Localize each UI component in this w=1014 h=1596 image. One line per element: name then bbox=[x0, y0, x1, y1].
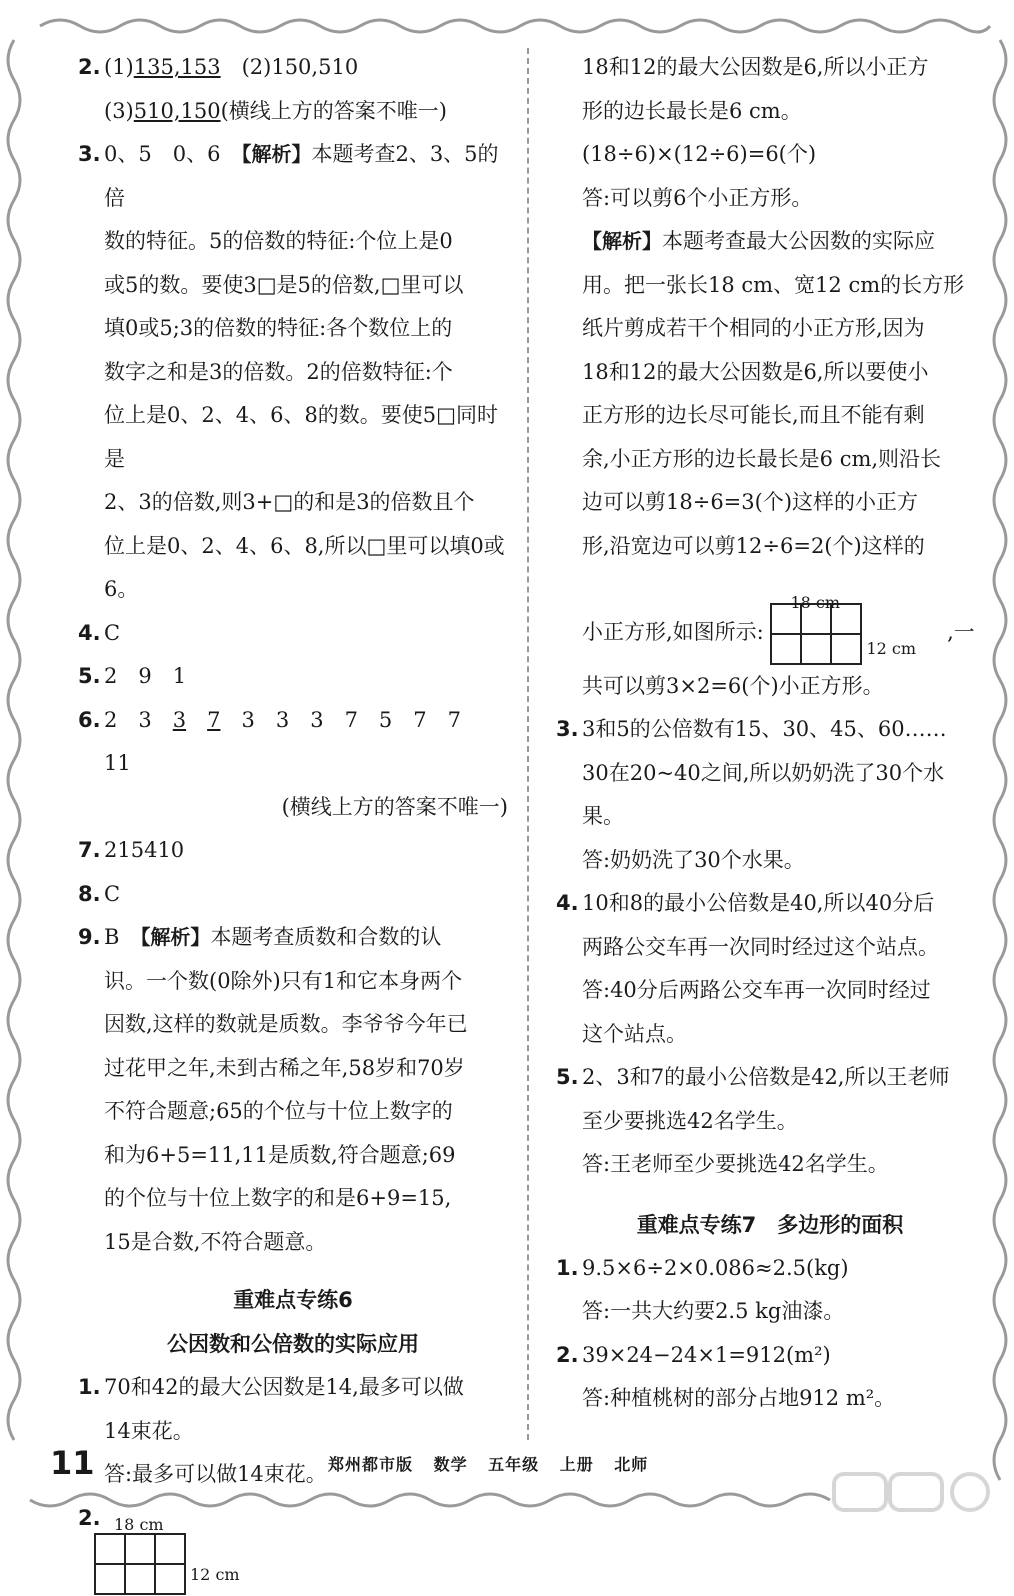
section-6-subtitle: 公因数和公倍数的实际应用 bbox=[167, 1332, 419, 1356]
s6-answer-1: 1. 70和42的最大公因数是14,最多可以做 14束花。 答:最多可以做14束花。 bbox=[78, 1375, 464, 1486]
s6-answer-4: 4. 10和8的最小公倍数是40,所以40分后 两路公交车再一次同时经过这个站点。 答:40分后两路公交车再一次同时经过 这个站点。 bbox=[556, 891, 939, 1046]
analysis-tag: 【解析】 bbox=[241, 142, 312, 166]
left-column bbox=[78, 46, 508, 1587]
column-divider bbox=[527, 48, 529, 1440]
answer-9: 9. B 【解析】本题考查质数和合数的认 识。一个数(0除外)只有1和它本身两个 因数,这样的数就是质数。李爷爷今年已 过花甲之年,未到古稀之年,58岁和70岁 不符合题意;65的个位与十位上数字的 和为6+5=11,11是质数,符合题意;69 的个位与十位上数字的和是6+9=15, 15是合数,不符合题意。 bbox=[78, 925, 468, 1254]
s6-answer-2-continued: 18和12的最大公因数是6,所以小正方 形的边长最长是6 cm。 (18÷6)×(12÷6)=6(个) 答:可以剪6个小正方形。 【解析】本题考查最大公因数的实际应 用。把一张长18 cm、宽12 cm的长方形 纸片剪成若干个相同的小正方形,因为 18和12的最大公因数是6,所以要使小 正方形的边长尽可能长,而且不能有剩 余,小正方形的边长最长是6 cm,则沿长 边可以剪18÷6=3(个)这样的小正方 形,沿宽边可以剪12÷6=2(个)这样的 小正方形,如图所示: 18 cm 12 cm ,一 共可以剪3×2=6(个)小正方形。 bbox=[582, 55, 975, 698]
section-6-title: 重难点专练6 bbox=[233, 1288, 353, 1312]
s6-answer-3: 3. 3和5的公倍数有15、30、45、60…… 30在20~40之间,所以奶奶洗了30个水果。 答:奶奶洗了30个水果。 bbox=[556, 717, 947, 872]
footer-edition: 郑州都市版 数学 五年级 上册 北师 bbox=[328, 1455, 649, 1474]
s7-answer-2: 2. 39×24−24×1=912(m²) 答:种植桃树的部分占地912 m²。 bbox=[556, 1342, 896, 1410]
answer-6: 6. 2 3 3 7 3 3 3 7 5 7 7 11 (横线上方的答案不唯一) bbox=[78, 707, 508, 819]
s7-answer-1: 1. 9.5×6÷2×0.086≈2.5(kg) 答:一共大约要2.5 kg油漆。 bbox=[556, 1255, 849, 1323]
answer-blank: 510,150 bbox=[133, 98, 221, 123]
s6-answer-2: 2. 18 cm 12 cm bbox=[78, 1497, 508, 1587]
section-7-title: 重难点专练7 多边形的面积 bbox=[636, 1212, 904, 1237]
rectangle-grid-figure: 18 cm 12 cm bbox=[94, 1533, 186, 1595]
answer-7: 7. 215410 bbox=[78, 838, 185, 862]
answer-4: 4. C bbox=[78, 620, 121, 645]
analysis-tag: 【解析】 bbox=[582, 229, 662, 253]
rectangle-grid-figure: 18 cm 12 cm bbox=[770, 603, 862, 665]
right-column bbox=[556, 46, 984, 1421]
answer-2: 2. (1)135,153 (2)150,510 (3)510,150(横线上方的答案不唯一) bbox=[78, 55, 447, 123]
page-number: 11 bbox=[50, 1444, 95, 1482]
analysis-tag: 【解析】 bbox=[140, 925, 211, 949]
answer-blank: 135,153 bbox=[133, 55, 221, 79]
answer-8: 8. C bbox=[78, 881, 121, 906]
s6-answer-5: 5. 2、3和7的最小公倍数是42,所以王老师 至少要挑选42名学生。 答:王老师至少要挑选42名学生。 bbox=[556, 1065, 950, 1176]
answer-5: 5. 2 9 1 bbox=[78, 664, 187, 688]
watermark-logo bbox=[832, 1470, 1000, 1526]
answer-3: 3. 0、5 0、6 【解析】本题考查2、3、5的倍 数的特征。5的倍数的特征:个位上是0 或5的数。要使3□是5的倍数,□里可以 填0或5;3的倍数的特征:各个数位上的 数字之和是3的倍数。2的倍数特征:个 位上是0、2、4、6、8的数。要使5□同时是 2、3的倍数,则3+□的和是3的倍数且个 位上是0、2、4、6、8,所以□里可以填0或6。 bbox=[78, 142, 505, 601]
